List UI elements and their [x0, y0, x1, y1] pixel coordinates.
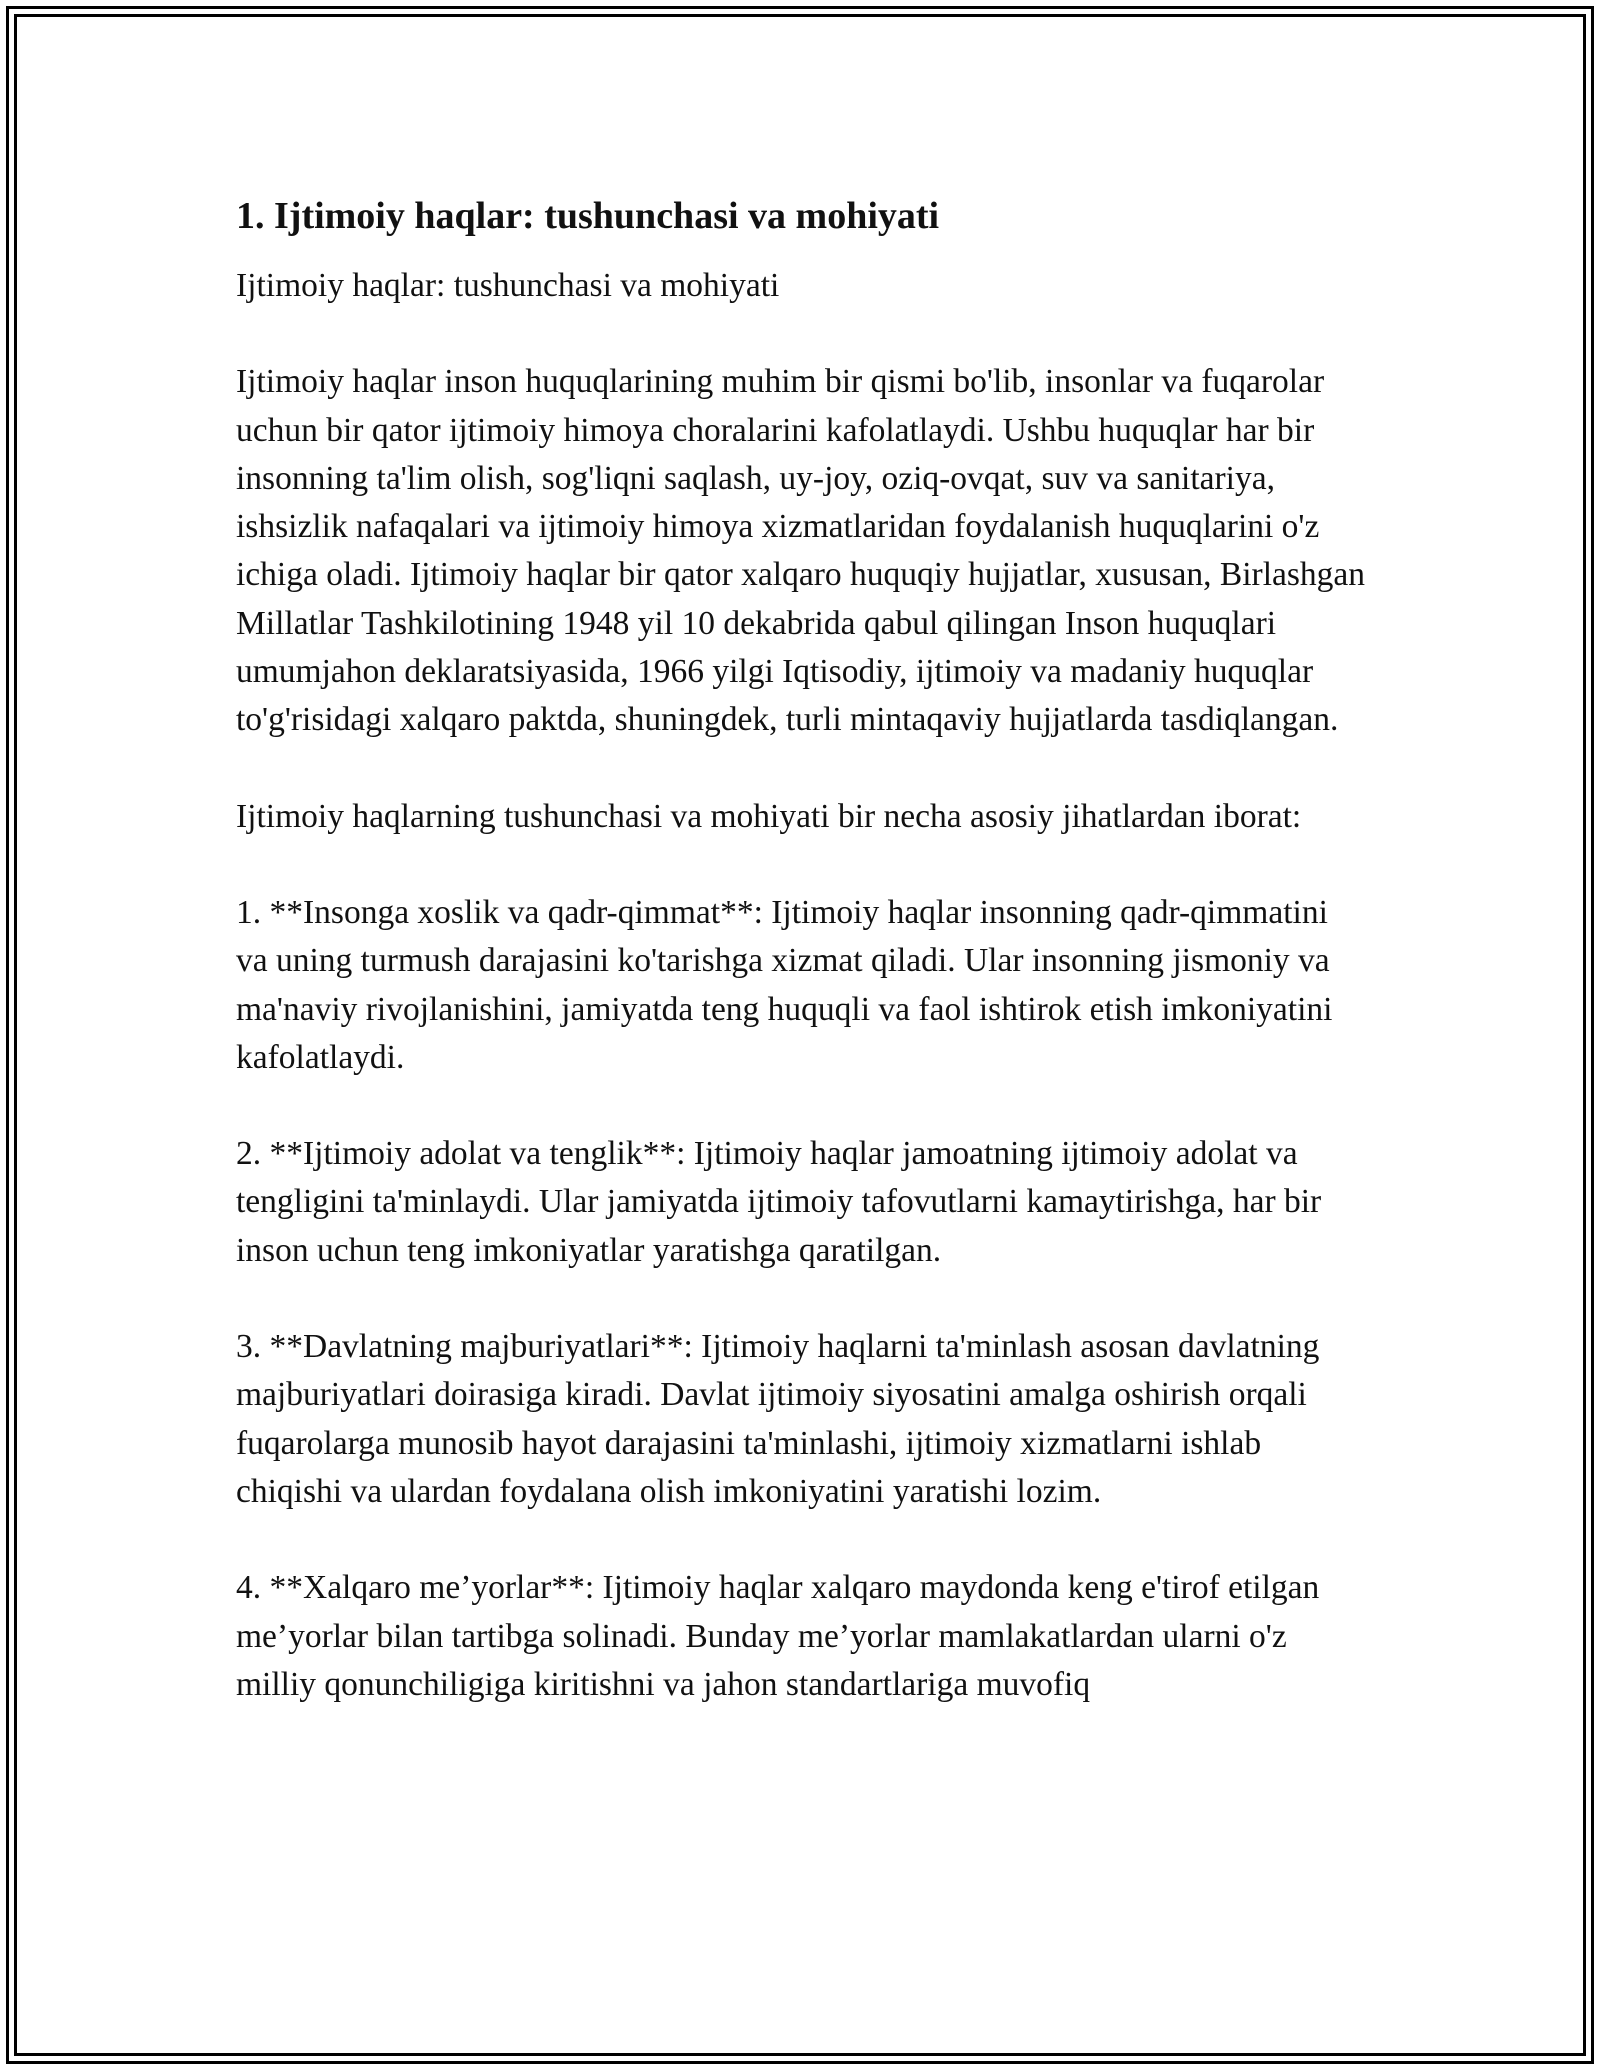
list-item-4: 4. **Xalqaro me’yorlar**: Ijtimoiy haqlar xalqaro maydonda keng e'tirof etilgan me’yorlar bilan tartibga solinadi. Bunday me’yorlar mamlakatlardan ularni o'z milliy qonunchiligiga kiritishni va jahon standartlariga muvofiq [236, 1569, 1320, 1703]
document-body [236, 182, 1366, 1757]
list-item-3: 3. **Davlatning majburiyatlari**: Ijtimoiy haqlarni ta'minlash asosan davlatning majburiyatlari doirasiga kiradi. Davlat ijtimoiy siyosatini amalga oshirish orqali fuqarolarga munosib hayot darajasini ta'minlashi, ijtimoiy xizmatlarni ishlab chiqishi va ulardan foydalana olish imkoniyatini yaratishi lozim. [236, 1328, 1320, 1510]
list-item-2: 2. **Ijtimoiy adolat va tenglik**: Ijtimoiy haqlar jamoatning ijtimoiy adolat va tengligini ta'minlaydi. Ular jamiyatda ijtimoiy tafovutlarni kamaytirishga, har bir inson uchun teng imkoniyatlar yaratishga qaratilgan. [236, 1135, 1322, 1269]
list-item-1: 1. **Insonga xoslik va qadr-qimmat**: Ijtimoiy haqlar insonning qadr-qimmatini va uning turmush darajasini ko'tarishga xizmat qiladi. Ular insonning jismoniy va ma'naviy rivojlanishini, jamiyatda teng huquqli va faol ishtirok etish imkoniyatini kafolatlaydi. [236, 893, 1333, 1076]
section-heading: 1. Ijtimoiy haqlar: tushunchasi va mohiyati [236, 195, 940, 237]
paragraph-subtitle: Ijtimoiy haqlar: tushunchasi va mohiyati [236, 267, 780, 304]
paragraph-intro: Ijtimoiy haqlar inson huquqlarining muhim bir qismi bo'lib, insonlar va fuqarolar uchun bir qator ijtimoiy himoya choralarini kafolatlaydi. Ushbu huquqlar har bir insonning ta'lim olish, sog'liqni saqlash, uy-joy, oziq-ovqat, suv va sanitariya, ishsizlik nafaqalari va ijtimoiy himoya xizmatlaridan foydalanish huquqlarini o'z ichiga oladi. Ijtimoiy haqlar bir qator xalqaro huquqiy hujjatlar, xususan, Birlashgan Millatlar Tashkilotining 1948 yil 10 dekabrida qabul qilingan Inson huquqlari umumjahon deklaratsiyasida, 1966 yilgi Iqtisodiy, ijtimoiy va madaniy huquqlar to'g'risidagi xalqaro paktda, shuningdek, turli mintaqaviy hujjatlarda tasdiqlangan. [236, 363, 1366, 739]
paragraph-lead-in: Ijtimoiy haqlarning tushunchasi va mohiyati bir necha asosiy jihatlardan iborat: [236, 797, 1302, 835]
